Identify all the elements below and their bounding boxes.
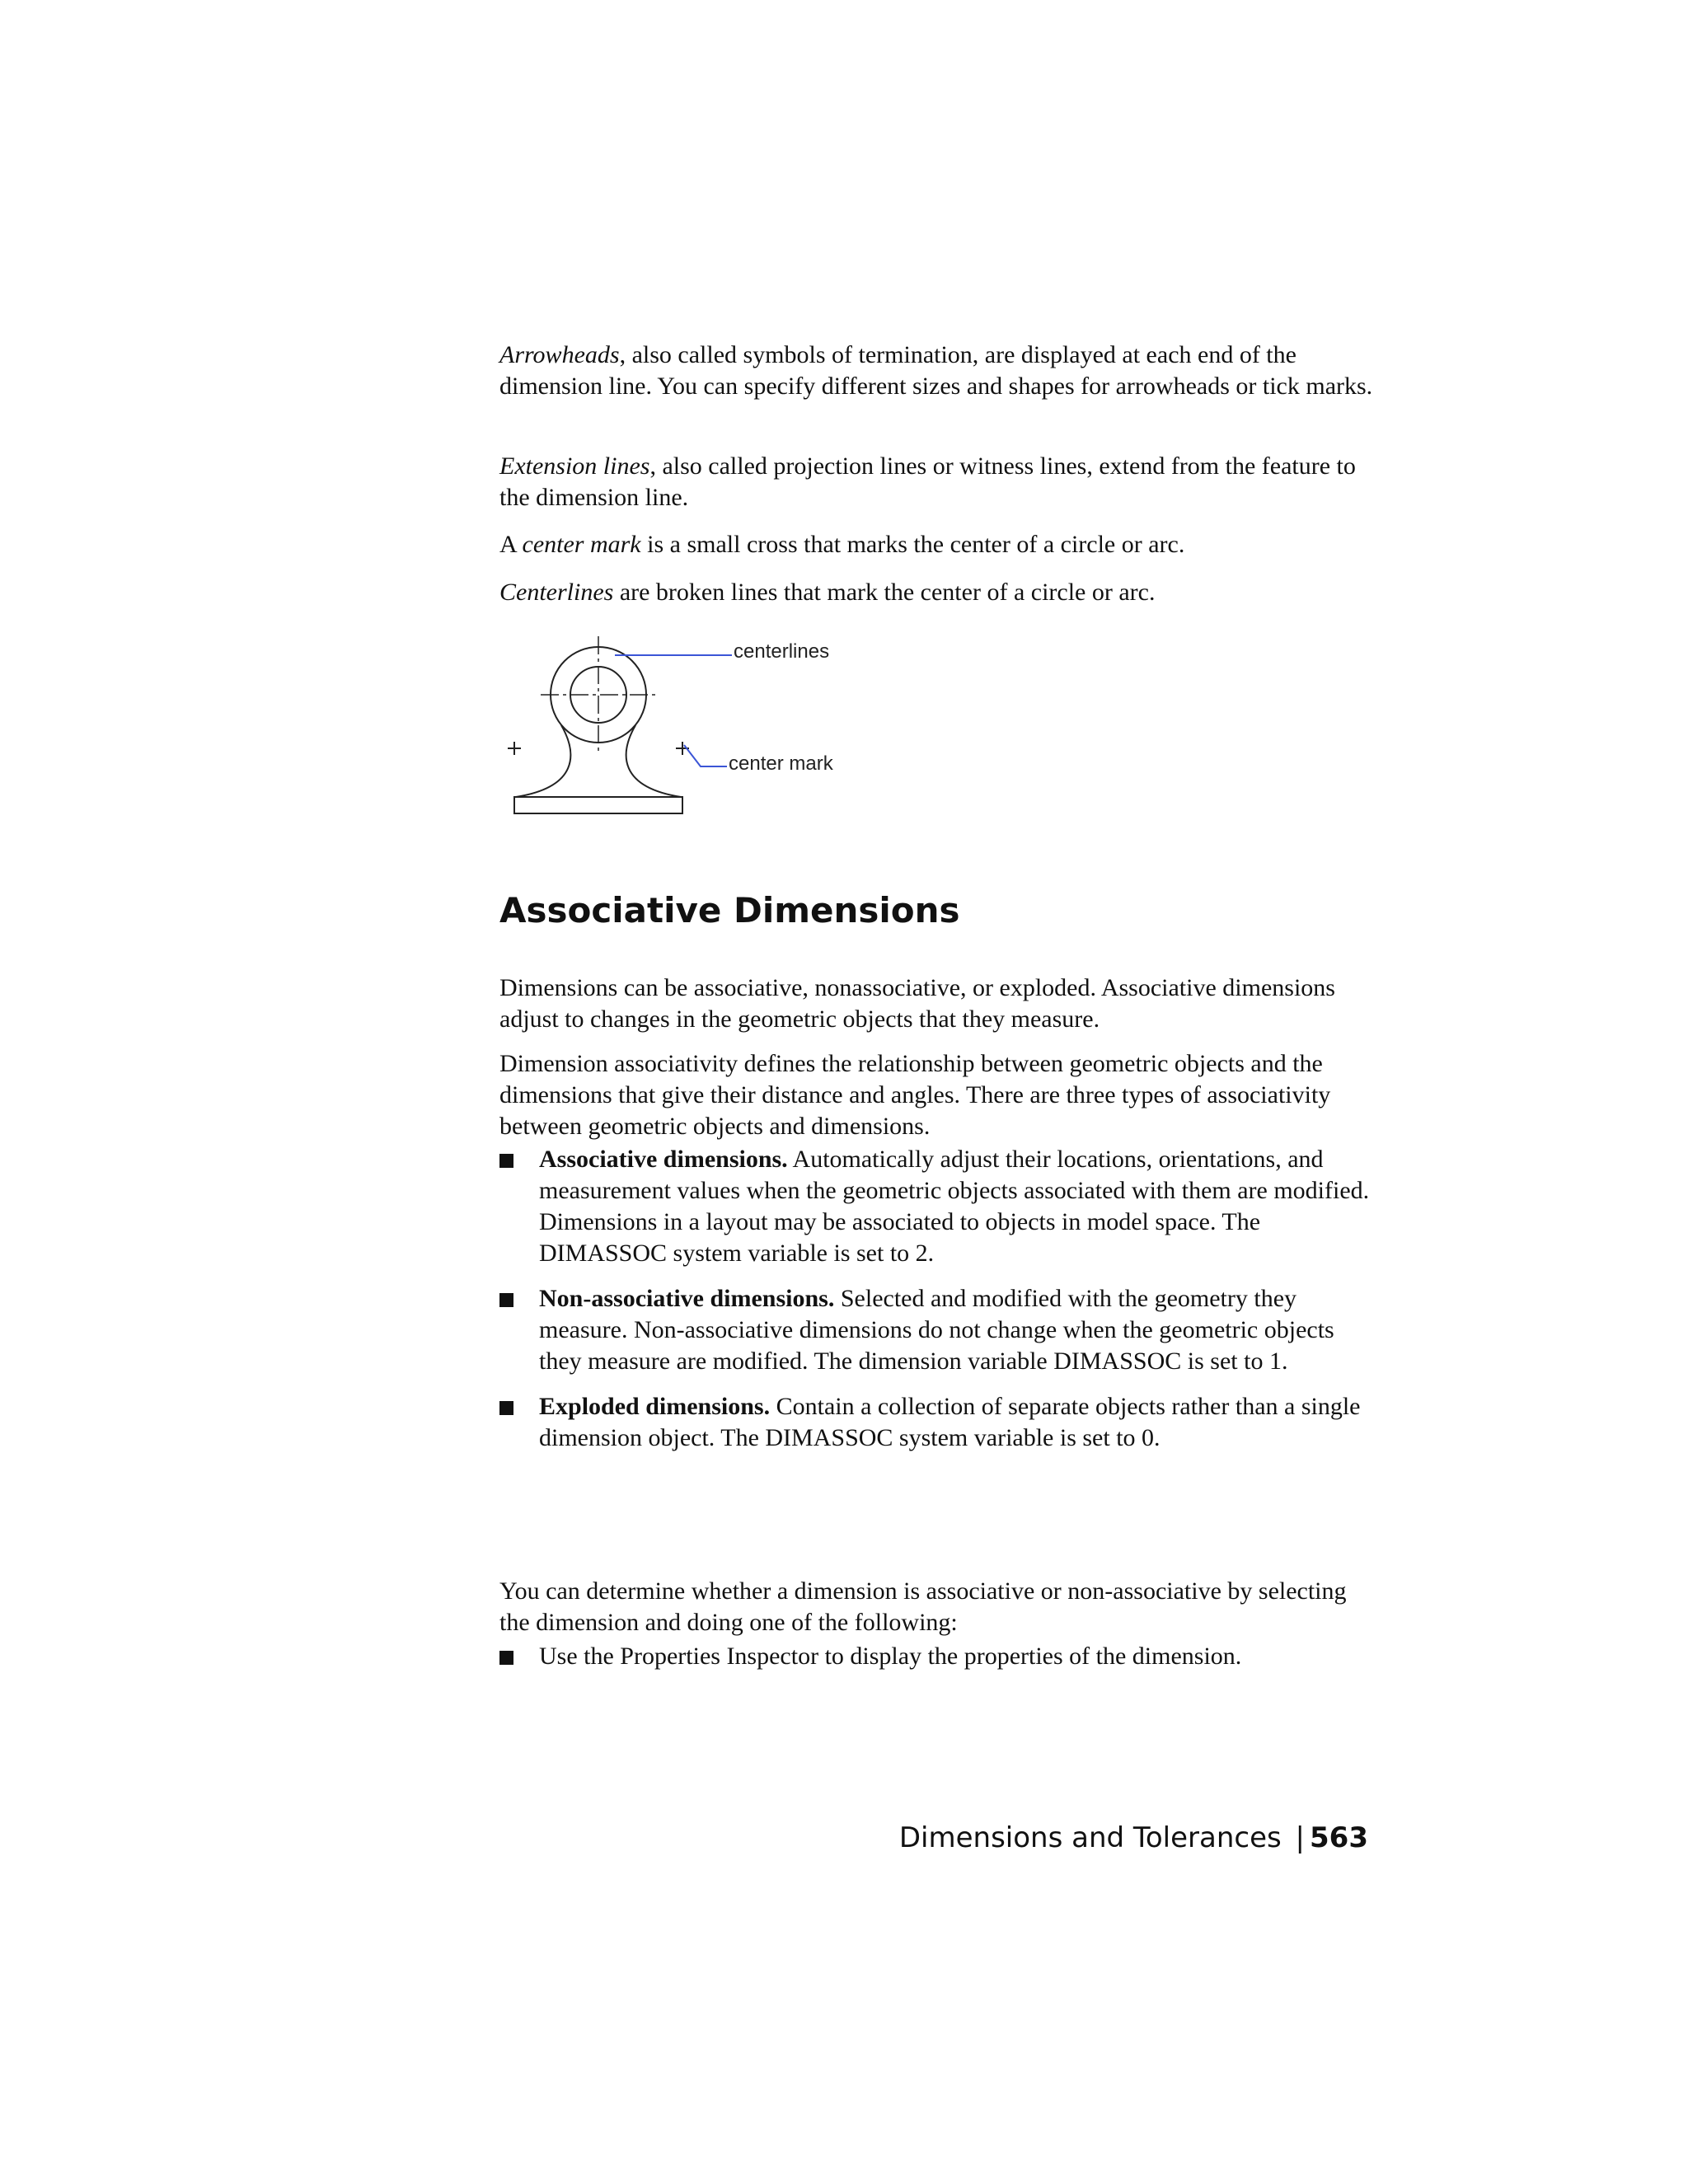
paragraph-extension-lines bbox=[499, 451, 1373, 513]
centerlines-figure bbox=[499, 635, 854, 828]
square-bullet-icon bbox=[499, 1154, 513, 1168]
intro-2-text: Dimension associativity defines the relationship between geometric objects and the dimensions that give their distance and angles. There are three types of associativity between geometric objects and dimensions. bbox=[499, 1050, 1331, 1140]
list-item bbox=[499, 1144, 1373, 1269]
paragraph-arrowheads bbox=[499, 340, 1373, 402]
center-mark-lead: A bbox=[499, 531, 523, 558]
intro-1-text: Dimensions can be associative, nonassociative, or exploded. Associative dimensions adjust to changes in the geometric objects that they measure. bbox=[499, 974, 1335, 1033]
term-centerlines: Centerlines bbox=[499, 579, 614, 606]
leader-lines bbox=[615, 655, 732, 766]
list-item bbox=[499, 1641, 1373, 1672]
centerlines-marks bbox=[541, 636, 656, 754]
list-item-text: Contain a collection of separate objects rather than a single dimension object. The DIMASSOC system variable is set to 0. bbox=[539, 1393, 1361, 1451]
footer-separator: | bbox=[1295, 1821, 1306, 1854]
section-heading: Associative Dimensions bbox=[499, 890, 960, 930]
paragraph-centerlines bbox=[499, 577, 1373, 608]
term-center-mark: center mark bbox=[522, 531, 641, 558]
pedestal-base bbox=[514, 797, 682, 813]
pedestal-right-curve bbox=[626, 725, 681, 797]
list-item-text: Selected and modified with the geometry they measure. Non-associative dimensions do not change when the geometric objects they measure are modified. The dimension variable DIMASSOC is set to 1. bbox=[539, 1285, 1334, 1375]
paragraph-intro-2 bbox=[499, 1048, 1373, 1142]
label-centerlines: centerlines bbox=[734, 640, 830, 663]
center-mark-leader bbox=[684, 745, 727, 766]
center-mark-description: is a small cross that marks the center of a circle or arc. bbox=[640, 531, 1185, 558]
term-arrowheads: Arrowheads bbox=[499, 341, 620, 368]
term-extension-lines: Extension lines bbox=[499, 452, 650, 480]
paragraph-center-mark bbox=[499, 529, 1373, 560]
list-item-title: Associative dimensions. bbox=[539, 1146, 788, 1173]
extension-lines-description: , also called projection lines or witness lines, extend from the feature to the dimension line. bbox=[499, 452, 1356, 511]
list-item-text: Automatically adjust their locations, orientations, and measurement values when the geometric objects associated with them are modified. Dimensions in a layout may be associated to objects in model space. The DIMASSOC system variable is set to 2. bbox=[539, 1146, 1370, 1267]
list-item-title: Non-associative dimensions. bbox=[539, 1285, 835, 1312]
list-item-text: Use the Properties Inspector to display the properties of the dimension. bbox=[539, 1643, 1242, 1670]
label-center-mark: center mark bbox=[729, 752, 833, 775]
square-bullet-icon bbox=[499, 1401, 513, 1415]
list-item bbox=[499, 1283, 1373, 1377]
determine-text: You can determine whether a dimension is associative or non-associative by selecting the dimension and doing one of the following: bbox=[499, 1577, 1347, 1636]
pedestal-left-curve bbox=[516, 725, 570, 797]
square-bullet-icon bbox=[499, 1293, 513, 1307]
centerlines-description: are broken lines that mark the center of a circle or arc. bbox=[613, 579, 1156, 606]
associativity-types-list bbox=[499, 1144, 1373, 1454]
paragraph-determine bbox=[499, 1576, 1373, 1638]
arrowheads-description: , also called symbols of termination, are displayed at each end of the dimension line. You can specify different sizes and shapes for arrowheads or tick marks. bbox=[499, 341, 1373, 400]
list-item bbox=[499, 1391, 1373, 1454]
pedestal-drawing bbox=[499, 635, 854, 828]
paragraph-intro-1 bbox=[499, 972, 1373, 1035]
page-number: 563 bbox=[1310, 1821, 1368, 1854]
list-item-title: Exploded dimensions. bbox=[539, 1393, 771, 1420]
footer-chapter-title: Dimensions and Tolerances bbox=[898, 1821, 1282, 1854]
square-bullet-icon bbox=[499, 1651, 513, 1665]
determine-ways-list bbox=[499, 1641, 1373, 1672]
page-footer bbox=[899, 1821, 1368, 1854]
